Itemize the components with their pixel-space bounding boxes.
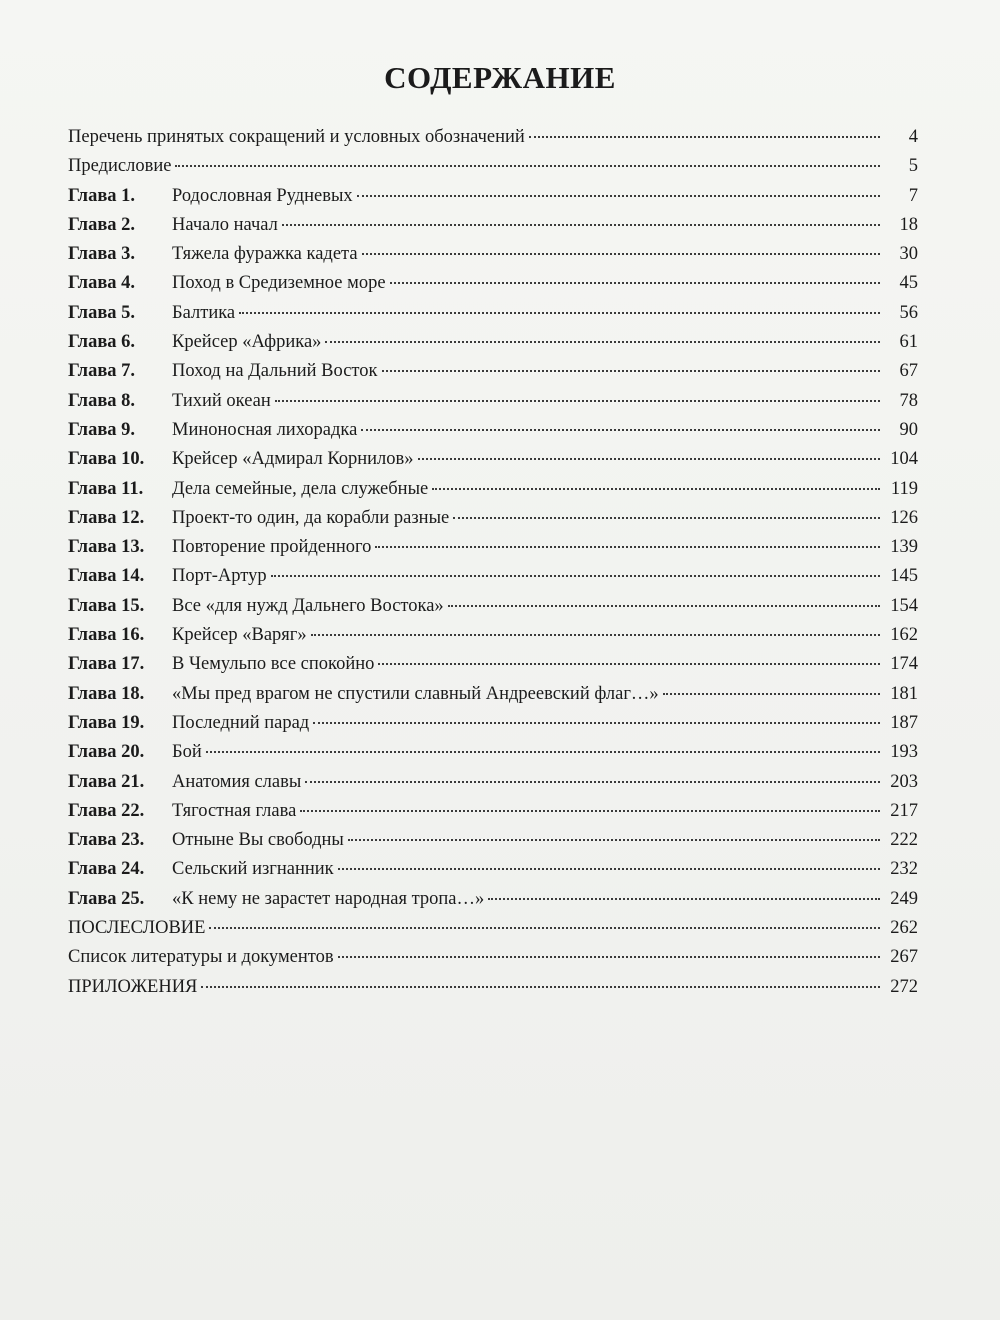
page-number: 187 (890, 712, 918, 733)
chapter-number: Глава 10. (68, 449, 145, 470)
dot-leader (448, 605, 880, 607)
chapter-number: Глава 12. (68, 507, 145, 528)
toc-entry (68, 156, 918, 185)
chapter-number: Глава 17. (68, 654, 145, 675)
dot-leader (529, 136, 880, 138)
toc-entry (68, 830, 918, 859)
entry-title: Тихий океан (172, 390, 271, 411)
dot-leader (338, 868, 880, 870)
page-number: 193 (890, 742, 918, 763)
page-number: 126 (890, 507, 918, 528)
page-number: 145 (890, 566, 918, 587)
dot-leader (206, 751, 880, 753)
dot-leader (375, 546, 880, 548)
page-number: 104 (890, 449, 918, 470)
toc-entry (68, 654, 918, 683)
toc-entry (68, 801, 918, 830)
entry-title: ПОСЛЕСЛОВИЕ (68, 918, 206, 939)
chapter-number: Глава 9. (68, 419, 136, 440)
chapter-number: Глава 3. (68, 244, 136, 265)
entry-title: Поход на Дальний Восток (172, 361, 378, 382)
entry-title: Тягостная глава (172, 800, 297, 821)
page-number: 56 (899, 302, 918, 323)
toc-entry (68, 215, 918, 244)
chapter-number: Глава 15. (68, 595, 145, 616)
page-number: 7 (908, 185, 918, 206)
page-number: 139 (890, 537, 918, 558)
entry-title: Повторение пройденного (172, 537, 372, 558)
page-number: 162 (890, 625, 918, 646)
chapter-number: Глава 19. (68, 712, 145, 733)
toc-entry (68, 391, 918, 420)
dot-leader (271, 575, 880, 577)
page-number: 174 (890, 654, 918, 675)
dot-leader (300, 810, 880, 812)
toc-entry (68, 508, 918, 537)
toc-entry (68, 625, 918, 654)
toc-entry (68, 947, 918, 976)
page-number: 222 (890, 830, 918, 851)
entry-title: Последний парад (172, 712, 310, 733)
dot-leader (209, 927, 880, 929)
page-number: 249 (890, 888, 918, 909)
chapter-number: Глава 22. (68, 800, 145, 821)
page-number: 18 (899, 214, 918, 235)
entry-title: Начало начал (172, 214, 278, 235)
entry-title: Порт-Артур (172, 566, 267, 587)
page-number: 119 (890, 478, 918, 499)
entry-title: Тяжела фуражка кадета (172, 244, 358, 265)
chapter-number: Глава 2. (68, 214, 136, 235)
dot-leader (275, 400, 880, 402)
toc-entry (68, 244, 918, 273)
toc-entry (68, 684, 918, 713)
entry-title: Перечень принятых сокращений и условных обозначений (68, 127, 525, 147)
chapter-number: Глава 8. (68, 390, 136, 411)
dot-leader (175, 165, 880, 167)
toc-entry (68, 449, 918, 478)
entry-title: Сельский изгнанник (172, 859, 334, 880)
toc-entry (68, 918, 918, 947)
toc-entry (68, 186, 918, 215)
dot-leader (305, 781, 880, 783)
dot-leader (432, 488, 880, 490)
dot-leader (201, 986, 880, 988)
entry-title: Поход в Средиземное море (172, 273, 386, 294)
toc-entry (68, 596, 918, 625)
page-number: 5 (908, 156, 918, 177)
entry-title: Крейсер «Варяг» (172, 625, 307, 646)
page-number: 4 (908, 127, 918, 147)
toc-entry (68, 537, 918, 566)
chapter-number: Глава 24. (68, 859, 145, 880)
dot-leader (361, 429, 880, 431)
chapter-number: Глава 20. (68, 742, 145, 763)
toc-title: СОДЕРЖАНИЕ (384, 60, 616, 95)
dot-leader (663, 693, 880, 695)
toc-entry (68, 977, 918, 1006)
toc-entry (68, 479, 918, 508)
dot-leader (418, 458, 880, 460)
toc-entry (68, 713, 918, 742)
dot-leader (362, 253, 880, 255)
entry-title: В Чемульпо все спокойно (172, 654, 375, 675)
entry-title: Миноносная лихорадка (172, 419, 358, 440)
chapter-number: Глава 4. (68, 273, 136, 294)
chapter-number: Глава 1. (68, 185, 136, 206)
entry-title: Предисловие (68, 156, 172, 177)
toc-entry (68, 889, 918, 918)
page-number: 61 (899, 332, 918, 353)
dot-leader (239, 312, 880, 314)
chapter-number: Глава 13. (68, 537, 145, 558)
dot-leader (313, 722, 880, 724)
dot-leader (378, 663, 880, 665)
table-of-contents (68, 127, 918, 1006)
chapter-number: Глава 5. (68, 302, 136, 323)
chapter-number: Глава 7. (68, 361, 136, 382)
page-number: 154 (890, 595, 918, 616)
dot-leader (325, 341, 880, 343)
page-number: 30 (899, 244, 918, 265)
entry-title: Крейсер «Адмирал Корнилов» (172, 449, 414, 470)
toc-entry (68, 303, 918, 332)
toc-entry (68, 566, 918, 595)
dot-leader (382, 370, 880, 372)
page-number: 67 (899, 361, 918, 382)
chapter-number: Глава 21. (68, 771, 145, 792)
page-number: 90 (899, 419, 918, 440)
chapter-number: Глава 16. (68, 625, 145, 646)
entry-title: Бой (172, 742, 202, 763)
dot-leader (390, 282, 880, 284)
page-number: 217 (890, 800, 918, 821)
dot-leader (357, 195, 880, 197)
dot-leader (453, 517, 880, 519)
entry-title: Отныне Вы свободны (172, 830, 344, 851)
chapter-number: Глава 11. (68, 478, 144, 499)
page-number: 78 (899, 390, 918, 411)
entry-title: Проект-то один, да корабли разные (172, 507, 450, 528)
dot-leader (348, 839, 880, 841)
toc-entry (68, 361, 918, 390)
dot-leader (311, 634, 880, 636)
toc-entry (68, 420, 918, 449)
chapter-number: Глава 14. (68, 566, 145, 587)
entry-title: «Мы пред врагом не спустили славный Андреевский флаг…» (172, 683, 659, 704)
entry-title: Список литературы и документов (68, 947, 334, 968)
toc-entry (68, 127, 918, 156)
page-number: 232 (890, 859, 918, 880)
dot-leader (282, 224, 880, 226)
page-number: 45 (899, 273, 918, 294)
page-number: 272 (890, 976, 918, 997)
entry-title: ПРИЛОЖЕНИЯ (68, 976, 198, 997)
entry-title: Балтика (172, 302, 236, 323)
chapter-number: Глава 6. (68, 332, 136, 353)
toc-entry (68, 332, 918, 361)
page-number: 203 (890, 771, 918, 792)
toc-entry (68, 742, 918, 771)
entry-title: Дела семейные, дела служебные (172, 478, 429, 499)
entry-title: Крейсер «Африка» (172, 332, 322, 353)
toc-entry (68, 772, 918, 801)
entry-title: «К нему не зарастет народная тропа…» (172, 888, 485, 909)
chapter-number: Глава 23. (68, 830, 145, 851)
entry-title: Родословная Рудневых (172, 185, 353, 206)
chapter-number: Глава 25. (68, 888, 145, 909)
entry-title: Все «для нужд Дальнего Востока» (172, 595, 444, 616)
toc-entry (68, 273, 918, 302)
chapter-number: Глава 18. (68, 683, 145, 704)
page-number: 181 (890, 683, 918, 704)
dot-leader (488, 898, 880, 900)
entry-title: Анатомия славы (172, 771, 302, 792)
dot-leader (338, 956, 880, 958)
toc-entry (68, 859, 918, 888)
page-number: 267 (890, 947, 918, 968)
page-number: 262 (890, 918, 918, 939)
